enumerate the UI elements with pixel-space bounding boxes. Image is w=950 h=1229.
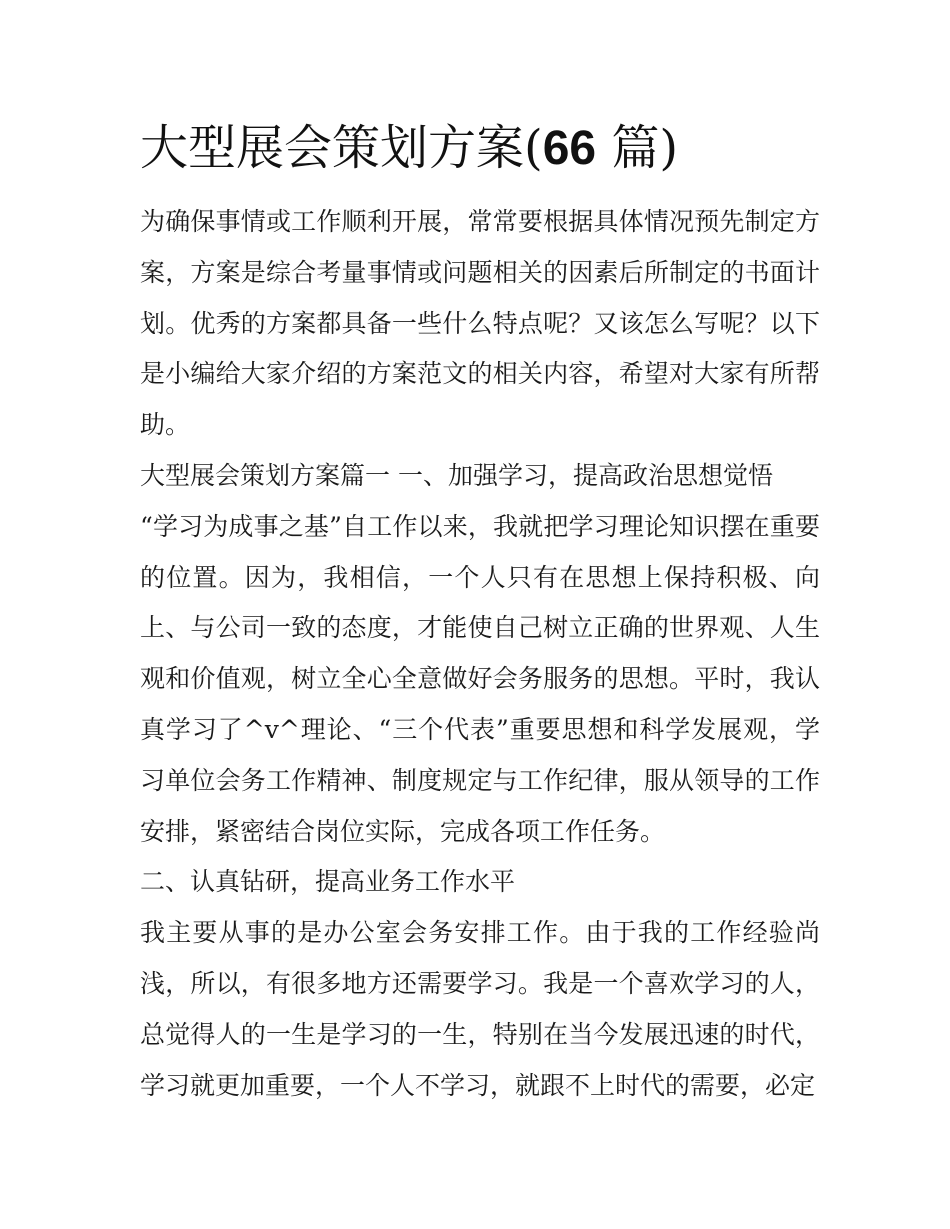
title-suffix: 篇) xyxy=(611,120,679,176)
section-one-heading: 大型展会策划方案篇一 一、加强学习，提高政治思想觉悟 xyxy=(140,460,773,490)
section-one-paragraph: “学习为成事之基”自工作以来，我就把学习理论知识摆在重要的位置。因为，我相信，一个人只有在思想上保持积极、向上、与公司一致的态度，才能使自己树立正确的世界观、人生观和价值观，树立全心全意做好会务服务的思想。平时，我认真学习了^v^理论、“三个代表”重要思想和科学发展观，学习单位会务工作精神、制度规定与工作纪律，服从领导的工作安排，紧密结合岗位实际，完成各项工作任务。 xyxy=(140,511,820,846)
section-two-paragraph: 我主要从事的是办公室会务安排工作。由于我的工作经验尚浅，所以，有很多地方还需要学习。我是一个喜欢学习的人，总觉得人的一生是学习的一生，特别在当今发展迅速的时代，学习就更加重要，一个人不学习，就跟不上时代的需要，必定 xyxy=(140,918,820,1100)
title-text: 大型展会策划方案( xyxy=(140,120,543,176)
intro-paragraph: 为确保事情或工作顺利开展，常常要根据具体情况预先制定方案，方案是综合考量事情或问题相关的因素后所制定的书面计划。优秀的方案都具备一些什么特点呢？又该怎么写呢？以下是小编给大家介绍的方案范文的相关内容，希望对大家有所帮助。 xyxy=(140,207,820,440)
section-two-heading: 二、认真钻研，提高业务工作水平 xyxy=(140,867,516,897)
document-body xyxy=(140,197,820,1111)
title-number: 66 xyxy=(542,122,597,175)
document-title xyxy=(140,112,678,185)
